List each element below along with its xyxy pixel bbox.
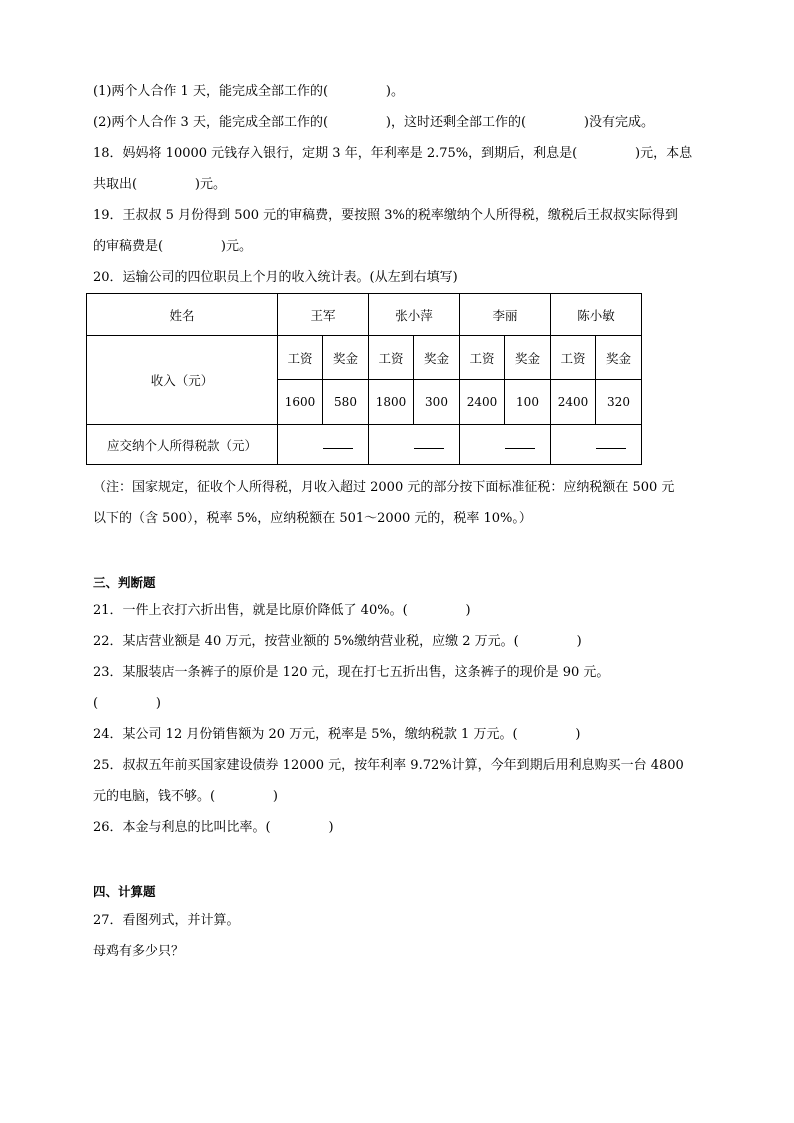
bonus-header: 奖金 bbox=[505, 336, 551, 380]
section-3-title: 三、判断题 bbox=[93, 575, 156, 590]
q23-line1: 23．某服装店一条裤子的原价是 120 元，现在打七五折出售，这条裤子的现价是 90 元。 bbox=[93, 665, 610, 680]
person-name: 李丽 bbox=[460, 294, 551, 336]
bonus-header: 奖金 bbox=[323, 336, 369, 380]
q19-line1: 19．王叔叔 5 月份得到 500 元的审稿费，要按照 3%的税率缴纳个人所得税，缴税后王叔叔实际得到 bbox=[93, 208, 678, 223]
q17-part2: (2)两个人合作 3 天，能完成全部工作的( )，这时还剩全部工作的( )没有完成。 bbox=[93, 115, 654, 130]
q20-text: 20．运输公司的四位职员上个月的收入统计表。(从左到右填写) bbox=[93, 270, 458, 285]
income-label: 收入（元） bbox=[87, 336, 278, 425]
wage-header: 工资 bbox=[278, 336, 323, 380]
person-name: 陈小敏 bbox=[551, 294, 642, 336]
q19-line2: 的审稿费是( )元。 bbox=[93, 239, 252, 254]
tax-label: 应交纳个人所得税款（元） bbox=[87, 425, 278, 465]
wage-value: 1800 bbox=[369, 380, 414, 425]
q27-subquestion: 母鸡有多少只？ bbox=[93, 944, 185, 959]
q23-line2: ( ) bbox=[93, 696, 161, 711]
wage-header: 工资 bbox=[460, 336, 505, 380]
wage-header: 工资 bbox=[369, 336, 414, 380]
bonus-value: 100 bbox=[505, 380, 551, 425]
wage-value: 2400 bbox=[460, 380, 505, 425]
bonus-value: 300 bbox=[414, 380, 460, 425]
tax-answer-blank[interactable] bbox=[460, 425, 551, 465]
tax-answer-blank[interactable] bbox=[278, 425, 369, 465]
tax-note-line1: （注：国家规定，征收个人所得税，月收入超过 2000 元的部分按下面标准征税：应纳税额在 500 元 bbox=[93, 480, 675, 495]
bonus-value: 580 bbox=[323, 380, 369, 425]
tax-answer-blank[interactable] bbox=[369, 425, 460, 465]
bonus-header: 奖金 bbox=[596, 336, 642, 380]
q18-line2: 共取出( )元。 bbox=[93, 177, 226, 192]
wage-value: 1600 bbox=[278, 380, 323, 425]
q22: 22．某店营业额是 40 万元，按营业额的 5%缴纳营业税，应缴 2 万元。( ) bbox=[93, 634, 582, 649]
q17-part1: (1)两个人合作 1 天，能完成全部工作的( )。 bbox=[93, 84, 404, 99]
q21: 21．一件上衣打六折出售，就是比原价降低了 40%。( ) bbox=[93, 603, 471, 618]
person-name: 王军 bbox=[278, 294, 369, 336]
person-name: 张小萍 bbox=[369, 294, 460, 336]
name-header: 姓名 bbox=[87, 294, 278, 336]
q24: 24．某公司 12 月份销售额为 20 万元，税率是 5%，缴纳税款 1 万元。( ) bbox=[93, 727, 581, 742]
tax-note-line2: 以下的（含 500），税率 5%，应纳税额在 501～2000 元的，税率 10%。） bbox=[93, 511, 532, 526]
q25-line1: 25．叔叔五年前买国家建设债券 12000 元，按年利率 9.72%计算，今年到期后用利息购买一台 4800 bbox=[93, 758, 684, 773]
q27: 27．看图列式，并计算。 bbox=[93, 913, 240, 928]
q26: 26．本金与利息的比叫比率。( ) bbox=[93, 820, 334, 835]
wage-value: 2400 bbox=[551, 380, 596, 425]
q18-line1: 18．妈妈将 10000 元钱存入银行，定期 3 年，年利率是 2.75%，到期后，利息是( )元，本息 bbox=[93, 146, 693, 161]
bonus-header: 奖金 bbox=[414, 336, 460, 380]
tax-answer-blank[interactable] bbox=[551, 425, 642, 465]
income-tax-table bbox=[86, 293, 642, 465]
q25-line2: 元的电脑，钱不够。( ) bbox=[93, 789, 278, 804]
wage-header: 工资 bbox=[551, 336, 596, 380]
bonus-value: 320 bbox=[596, 380, 642, 425]
section-4-title: 四、计算题 bbox=[93, 884, 156, 899]
